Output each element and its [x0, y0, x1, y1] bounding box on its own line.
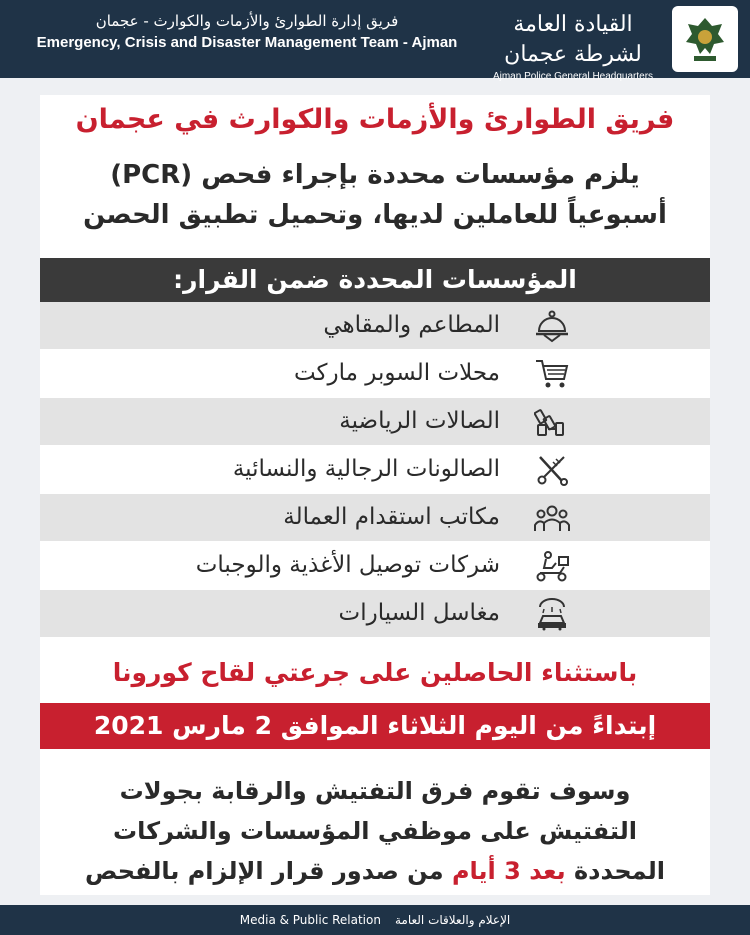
list-item-label: شركات توصيل الأغذية والوجبات — [195, 552, 500, 578]
list-item-label: المطاعم والمقاهي — [323, 312, 500, 338]
page-title: فريق الطوارئ والأزمات والكوارث في عجمان — [75, 104, 675, 135]
scissors-comb-icon — [534, 453, 570, 487]
police-name-arabic: القيادة العامة لشرطة عجمان — [504, 12, 642, 67]
list-item-gyms — [40, 398, 710, 445]
police-name-english: Ajman Police General Headquarters — [492, 71, 654, 82]
list-item-recruitment-offices — [40, 494, 710, 541]
deadline-highlight: بعد 3 أيام — [451, 857, 566, 885]
police-emblem-icon — [672, 6, 738, 72]
list-item-label: مغاسل السيارات — [338, 600, 500, 626]
main-card — [40, 95, 710, 895]
footer-arabic: الإعلام والعلاقات العامة — [394, 913, 511, 927]
inspection-paragraph-line-3 — [40, 851, 710, 891]
inspection-paragraph-line-1: وسوف تقوم فرق التفتيش والرقابة بجولات — [119, 777, 631, 805]
list-item-food-delivery — [40, 542, 710, 589]
footer-credits — [0, 905, 750, 935]
footer-bar — [0, 905, 750, 935]
list-item-supermarkets — [40, 350, 710, 397]
list-item-label: مكاتب استقدام العمالة — [283, 504, 500, 530]
header-bar — [0, 0, 750, 82]
list-item-restaurants — [40, 302, 710, 349]
inspection-paragraph-line-2: التفتيش على موظفي المؤسسات والشركات — [113, 817, 637, 845]
team-name-block — [12, 10, 482, 54]
vaccination-exception: باستثناء الحاصلين على جرعتي لقاح كورونا — [112, 658, 638, 687]
paragraph-text-start: المحددة — [573, 857, 665, 885]
list-item-label: محلات السوبر ماركت — [293, 360, 500, 386]
list-item-label: الصالات الرياضية — [339, 408, 500, 434]
shopping-cart-icon — [534, 357, 570, 391]
subtitle-line-1: يلزم مؤسسات محددة بإجراء فحص (PCR) — [110, 160, 640, 190]
delivery-scooter-icon — [534, 549, 570, 583]
footer-english: Media & Public Relation — [239, 913, 381, 927]
start-date-banner: إبتداءً من اليوم الثلاثاء الموافق 2 مارس 2021 — [40, 703, 710, 749]
paragraph-text-end: من صدور قرار الإلزام بالفحص — [85, 857, 444, 885]
list-item-salons — [40, 446, 710, 493]
section-header: المؤسسات المحددة ضمن القرار: — [40, 258, 710, 302]
police-name-block — [488, 10, 658, 84]
list-item-label: الصالونات الرجالية والنسائية — [232, 456, 500, 482]
team-name-english: Emergency, Crisis and Disaster Management Team - Ajman — [36, 34, 458, 51]
subtitle-line-2: أسبوعياً للعاملين لديها، وتحميل تطبيق الحصن — [83, 200, 667, 230]
car-wash-icon — [534, 597, 570, 631]
team-name-arabic: فريق إدارة الطوارئ والأزمات والكوارث - عجمان — [95, 12, 399, 30]
list-item-car-washes — [40, 590, 710, 637]
workers-group-icon — [534, 501, 570, 535]
dumbbell-icon — [534, 405, 570, 439]
food-cloche-icon — [534, 309, 570, 343]
